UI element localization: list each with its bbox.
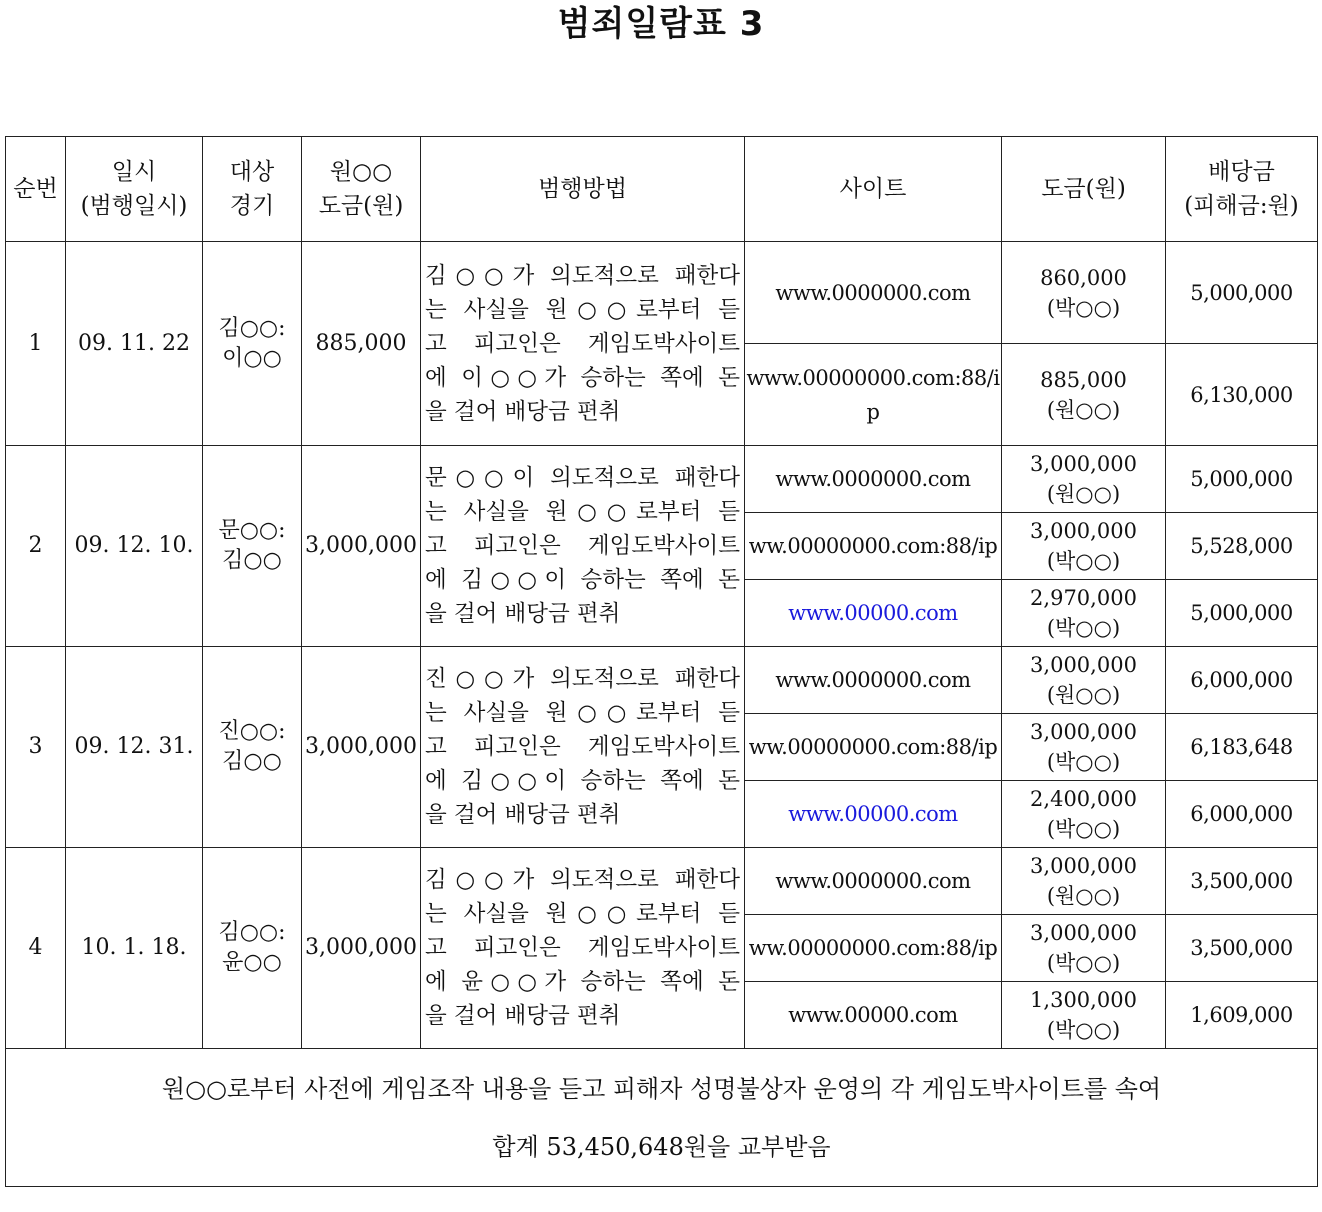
stake-cell: 3,000,000 (박○○) (1002, 513, 1166, 580)
seq-cell: 1 (6, 242, 66, 446)
site-cell: www.0000000.com (745, 647, 1002, 714)
stake-cell: 2,400,000 (박○○) (1002, 781, 1166, 848)
table-row (6, 848, 1318, 915)
stake-cell: 3,000,000 (원○○) (1002, 848, 1166, 915)
method-cell: 진○○가 의도적으로 패한다 는 사실을 원○○로부터 듣 고 피고인은 게임도박사이트 에 김○○이 승하는 쪽에 돈 을 걸어 배당금 편취 (421, 647, 745, 848)
site-cell: www.0000000.com (745, 848, 1002, 915)
dividend-cell: 3,500,000 (1166, 915, 1318, 982)
date-cell: 09. 12. 10. (66, 446, 203, 647)
date-cell: 09. 12. 31. (66, 647, 203, 848)
dividend-cell: 6,000,000 (1166, 647, 1318, 714)
header-dividend: 배당금 (피해금:원) (1166, 137, 1318, 242)
bet-cell: 3,000,000 (302, 848, 421, 1049)
method-cell: 문○○이 의도적으로 패한다 는 사실을 원○○로부터 듣 고 피고인은 게임도박사이트 에 김○○이 승하는 쪽에 돈 을 걸어 배당금 편취 (421, 446, 745, 647)
site-cell: www.00000000.com:88/i p (745, 344, 1002, 446)
dividend-cell: 6,000,000 (1166, 781, 1318, 848)
match-cell: 김○○: 이○○ (203, 242, 302, 446)
site-cell: ww.00000000.com:88/ip (745, 513, 1002, 580)
match-cell: 김○○: 윤○○ (203, 848, 302, 1049)
stake-cell: 885,000 (원○○) (1002, 344, 1166, 446)
dividend-cell: 5,528,000 (1166, 513, 1318, 580)
seq-cell: 4 (6, 848, 66, 1049)
dividend-cell: 1,609,000 (1166, 982, 1318, 1049)
header-date: 일시 (범행일시) (66, 137, 203, 242)
dividend-cell: 5,000,000 (1166, 242, 1318, 344)
dividend-cell: 6,130,000 (1166, 344, 1318, 446)
header-stake: 도금(원) (1002, 137, 1166, 242)
table-row (6, 446, 1318, 513)
stake-cell: 3,000,000 (박○○) (1002, 915, 1166, 982)
bet-cell: 885,000 (302, 242, 421, 446)
site-link[interactable]: www.00000.com (745, 580, 1002, 647)
dividend-cell: 3,500,000 (1166, 848, 1318, 915)
site-cell: www.0000000.com (745, 446, 1002, 513)
site-cell: ww.00000000.com:88/ip (745, 915, 1002, 982)
site-link[interactable]: www.00000.com (745, 781, 1002, 848)
table-row (6, 647, 1318, 714)
dividend-cell: 5,000,000 (1166, 580, 1318, 647)
summary-cell (6, 1049, 1318, 1187)
table-row (6, 242, 1318, 344)
stake-cell: 3,000,000 (원○○) (1002, 647, 1166, 714)
header-bet: 원○○ 도금(원) (302, 137, 421, 242)
header-seq: 순번 (6, 137, 66, 242)
stake-cell: 2,970,000 (박○○) (1002, 580, 1166, 647)
stake-cell: 3,000,000 (원○○) (1002, 446, 1166, 513)
bet-cell: 3,000,000 (302, 446, 421, 647)
bet-cell: 3,000,000 (302, 647, 421, 848)
method-cell: 김○○가 의도적으로 패한다 는 사실을 원○○로부터 듣 고 피고인은 게임도박사이트 에 윤○○가 승하는 쪽에 돈 을 걸어 배당금 편취 (421, 848, 745, 1049)
seq-cell: 2 (6, 446, 66, 647)
date-cell: 10. 1. 18. (66, 848, 203, 1049)
dividend-cell: 6,183,648 (1166, 714, 1318, 781)
dividend-cell: 5,000,000 (1166, 446, 1318, 513)
date-cell: 09. 11. 22 (66, 242, 203, 446)
header-match: 대상 경기 (203, 137, 302, 242)
method-cell: 김○○가 의도적으로 패한다 는 사실을 원○○로부터 듣 고 피고인은 게임도박사이트 에 이○○가 승하는 쪽에 돈 을 걸어 배당금 편취 (421, 242, 745, 446)
stake-cell: 860,000 (박○○) (1002, 242, 1166, 344)
crime-table (5, 136, 1318, 1187)
header-row (6, 137, 1318, 242)
summary-row (6, 1049, 1318, 1187)
match-cell: 문○○: 김○○ (203, 446, 302, 647)
summary-line-2: 합계 53,450,648원을 교부받음 (492, 1132, 831, 1161)
summary-line-1: 원○○로부터 사전에 게임조작 내용을 듣고 피해자 성명불상자 운영의 각 게임도박사이트를 속여 (161, 1074, 1162, 1103)
site-cell: www.0000000.com (745, 242, 1002, 344)
stake-cell: 3,000,000 (박○○) (1002, 714, 1166, 781)
stake-cell: 1,300,000 (박○○) (1002, 982, 1166, 1049)
seq-cell: 3 (6, 647, 66, 848)
page-title: 범죄일람표 3 (557, 4, 765, 44)
site-cell: ww.00000000.com:88/ip (745, 714, 1002, 781)
header-method: 범행방법 (421, 137, 745, 242)
site-cell: www.00000.com (745, 982, 1002, 1049)
header-site: 사이트 (745, 137, 1002, 242)
match-cell: 진○○: 김○○ (203, 647, 302, 848)
